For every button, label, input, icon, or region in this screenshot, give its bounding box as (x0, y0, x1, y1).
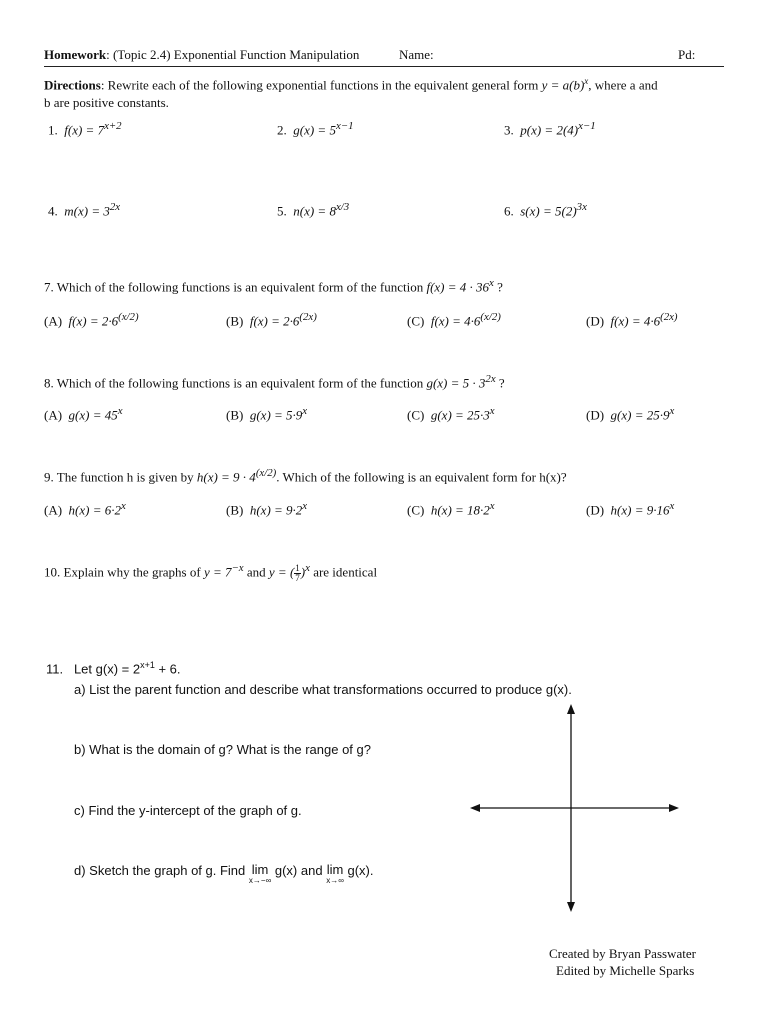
q7-choice-d (586, 311, 678, 329)
choice-function: f(x) = 4·6 (430, 313, 481, 329)
problem-number: 1. (48, 122, 58, 138)
problem-exponent: x−1 (335, 120, 354, 132)
limit-subscript: x→∞ (326, 876, 344, 885)
choice-exponent: (x/2) (118, 311, 139, 323)
equation-1: y = 7 (203, 564, 232, 580)
q7-choice-b (226, 311, 317, 329)
question-intro-end: + 6. (154, 661, 181, 677)
problem-exponent: x/3 (335, 201, 350, 213)
q9-choice-b (226, 500, 307, 518)
question-end: ? (495, 375, 505, 391)
choice-label: (D) (586, 407, 605, 423)
question-function: h(x) = 9 · 4 (196, 469, 256, 485)
limit-2-function: g(x). (343, 863, 374, 878)
q8-choice-d (586, 405, 674, 423)
problem-4 (48, 201, 120, 219)
topic-title: : (Topic 2.4) Exponential Function Manipulation (106, 47, 360, 62)
question-text: 7. Which of the following functions is an equivalent form of the function (44, 279, 427, 295)
problem-number: 5. (277, 203, 287, 219)
fraction-numerator: 1 (295, 562, 300, 573)
equation-2-suffix: ) (300, 564, 306, 580)
limit-subscript: x→−∞ (248, 876, 272, 885)
problem-5 (277, 201, 349, 219)
choice-function: h(x) = 9·2 (249, 502, 303, 518)
choice-label: (B) (226, 313, 244, 329)
choice-exponent: x (489, 500, 495, 512)
problem-function: f(x) = 7 (64, 122, 105, 138)
question-number: 11. (46, 661, 64, 677)
choice-exponent: x (121, 500, 126, 512)
choice-function: f(x) = 2·6 (249, 313, 300, 329)
q7-choice-a (44, 311, 139, 329)
question-exponent: x (489, 277, 494, 289)
y-axis-arrow-up (567, 704, 575, 714)
part-a: a) List the parent function and describe what transformations occurred to produce g(x). (74, 682, 572, 697)
question-text: 8. Which of the following functions is an equivalent form of the function (44, 375, 427, 391)
q8-choice-c (407, 405, 495, 423)
limit-1 (249, 863, 271, 885)
x-axis-arrow-left (470, 804, 480, 812)
directions-label: Directions (44, 77, 101, 93)
equation-2-exponent: x (305, 562, 310, 574)
q9-choice-a (44, 500, 126, 518)
question-intro-exponent: x+1 (140, 660, 155, 670)
q8-choice-a (44, 405, 123, 423)
limit-1-function: g(x) and (271, 863, 327, 878)
choice-label: (B) (226, 407, 244, 423)
problem-3 (504, 120, 596, 138)
choice-exponent: (2x) (660, 311, 678, 323)
q9-choice-d (586, 500, 674, 518)
x-axis-arrow-right (669, 804, 679, 812)
equation-1-exponent: −x (231, 562, 244, 574)
q9-choice-c (407, 500, 495, 518)
limit-2 (326, 863, 344, 885)
choice-function: h(x) = 6·2 (68, 502, 121, 518)
q8-choice-b (226, 405, 307, 423)
problem-number: 6. (504, 203, 514, 219)
choice-function: f(x) = 2·6 (68, 313, 119, 329)
general-form-exponent: x (584, 76, 589, 86)
equation-2-prefix: y = ( (268, 564, 295, 580)
directions-line2: b are positive constants. (44, 95, 169, 110)
limit-operator: lim (251, 862, 269, 877)
choice-exponent: x (489, 405, 495, 417)
choice-label: (C) (407, 313, 425, 329)
problem-function: s(x) = 5(2) (520, 203, 577, 219)
problem-6 (504, 201, 587, 219)
header-rule (44, 66, 724, 67)
choice-exponent: x (117, 405, 123, 417)
problem-exponent: x−1 (578, 120, 596, 132)
choice-label: (C) (407, 407, 425, 423)
footer-created: Created by Bryan Passwater (549, 946, 696, 961)
problem-function: p(x) = 2(4) (520, 122, 579, 138)
question-11 (46, 660, 181, 676)
name-label: Name: (399, 47, 434, 62)
footer-edited: Edited by Michelle Sparks (556, 963, 695, 978)
part-c: c) Find the y-intercept of the graph of g. (74, 803, 302, 818)
directions-text-end: , where a and (588, 77, 658, 93)
fraction-denominator: 7 (295, 572, 300, 583)
choice-exponent: x (302, 405, 308, 417)
question-text: 9. The function h is given by (44, 469, 197, 485)
choice-function: h(x) = 18·2 (430, 502, 490, 518)
choice-label: (A) (44, 502, 63, 518)
problem-number: 3. (504, 122, 514, 138)
choice-function: g(x) = 45 (68, 407, 118, 423)
problem-function: m(x) = 3 (64, 203, 110, 219)
directions-text: : Rewrite each of the following exponential functions in the equivalent general form (100, 77, 542, 93)
problem-function: n(x) = 8 (293, 203, 336, 219)
choice-label: (A) (44, 313, 63, 329)
part-b: b) What is the domain of g? What is the range of g? (74, 742, 371, 757)
problem-number: 2. (277, 122, 287, 138)
problem-number: 4. (48, 203, 58, 219)
y-axis-arrow-down (567, 902, 575, 912)
question-9 (44, 467, 567, 485)
limit-operator: lim (326, 862, 344, 877)
question-function: g(x) = 5 · 3 (426, 375, 486, 391)
question-end: ? (493, 279, 503, 295)
directions (44, 76, 658, 93)
question-intro: Let g(x) = 2 (73, 661, 141, 677)
choice-exponent: x (302, 500, 308, 512)
homework-label: Homework (44, 47, 107, 62)
choice-label: (D) (586, 313, 605, 329)
problem-exponent: 3x (576, 201, 587, 213)
choice-exponent: x (669, 405, 675, 417)
problem-1 (48, 120, 122, 138)
choice-label: (C) (407, 502, 425, 518)
general-form: y = a(b) (541, 77, 585, 93)
question-exponent: 2x (485, 373, 496, 385)
period-label: Pd: (678, 47, 696, 62)
question-text: 10. Explain why the graphs of (44, 564, 204, 580)
question-exponent: (x/2) (255, 467, 277, 479)
question-7 (44, 277, 503, 295)
question-end: are identical (309, 564, 378, 580)
question-end: . Which of the following is an equivalent form for h(x)? (276, 469, 567, 485)
choice-function: g(x) = 25·3 (430, 407, 490, 423)
choice-function: g(x) = 5·9 (249, 407, 303, 423)
coordinate-axes (466, 700, 686, 918)
part-d (74, 863, 374, 885)
choice-exponent: (2x) (299, 311, 317, 323)
header (44, 47, 359, 63)
choice-exponent: (x/2) (480, 311, 501, 323)
question-10 (44, 562, 377, 583)
choice-label: (A) (44, 407, 63, 423)
question-8 (44, 373, 505, 391)
q7-choice-c (407, 311, 501, 329)
choice-exponent: x (669, 500, 675, 512)
problem-2 (277, 120, 353, 138)
conjunction: and (243, 564, 269, 580)
part-d-text: d) Sketch the graph of g. Find (74, 863, 249, 878)
choice-label: (B) (226, 502, 244, 518)
problem-exponent: 2x (109, 201, 121, 213)
choice-label: (D) (586, 502, 605, 518)
choice-function: h(x) = 9·16 (610, 502, 670, 518)
problem-exponent: x+2 (104, 120, 122, 132)
choice-function: g(x) = 25·9 (610, 407, 670, 423)
choice-function: f(x) = 4·6 (610, 313, 661, 329)
problem-function: g(x) = 5 (293, 122, 336, 138)
question-function: f(x) = 4 · 36 (426, 279, 490, 295)
